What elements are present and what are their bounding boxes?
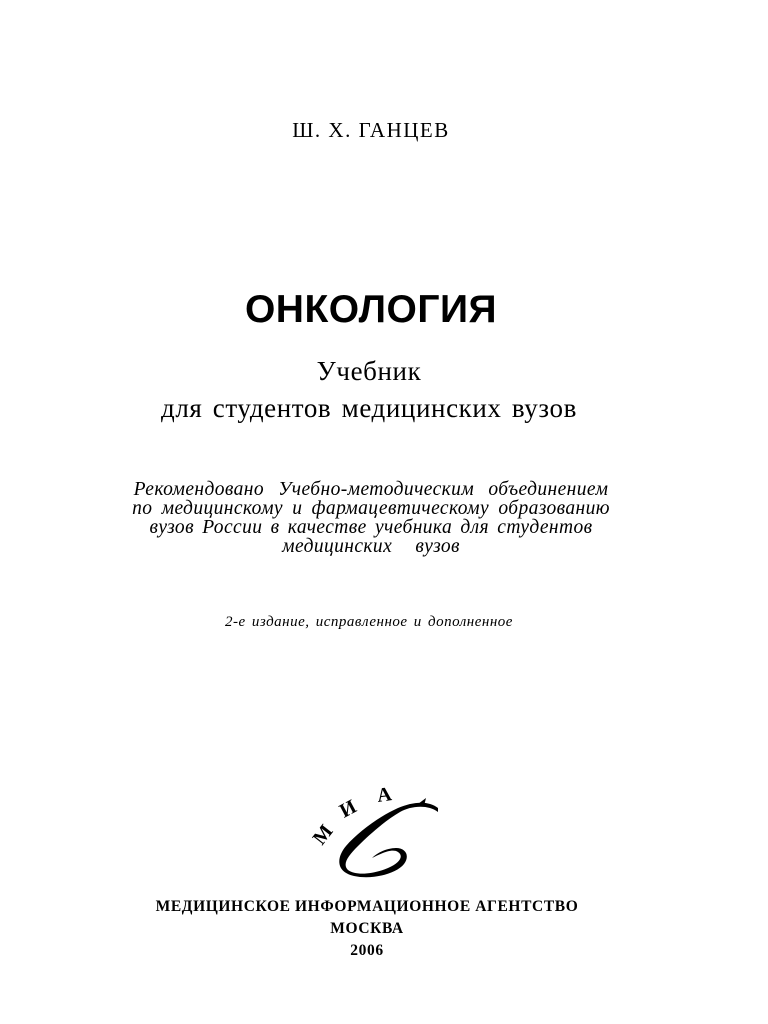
recommendation-line-1: Рекомендовано Учебно-методическим объединением <box>133 479 609 500</box>
book-subtitle-line-2: для студентов медицинских вузов <box>161 393 577 423</box>
logo-letter-i: И <box>336 795 361 823</box>
logo-letter-a: А <box>375 783 394 807</box>
recommendation-text <box>0 480 742 556</box>
book-title: ОНКОЛОГИЯ <box>244 288 498 331</box>
publisher-name: МЕДИЦИНСКОЕ ИНФОРМАЦИОННОЕ АГЕНТСТВО <box>155 898 579 915</box>
publication-year: 2006 <box>350 942 384 959</box>
edition-note: 2-е издание, исправленное и дополненное <box>225 614 513 630</box>
recommendation-line-2: по медицинскому и фармацевтическому образованию <box>132 498 610 519</box>
publisher-block <box>0 896 734 962</box>
publisher-city: МОСКВА <box>330 920 404 937</box>
recommendation-line-4: медицинских вузов <box>282 536 460 557</box>
author-name: Ш. Х. ГАНЦЕВ <box>292 118 450 142</box>
logo-letter-m: М <box>308 820 338 850</box>
book-subtitle-line-1: Учебник <box>316 356 422 386</box>
mia-publisher-logo-icon <box>300 778 440 878</box>
recommendation-line-3: вузов России в качестве учебника для студентов <box>149 517 593 538</box>
